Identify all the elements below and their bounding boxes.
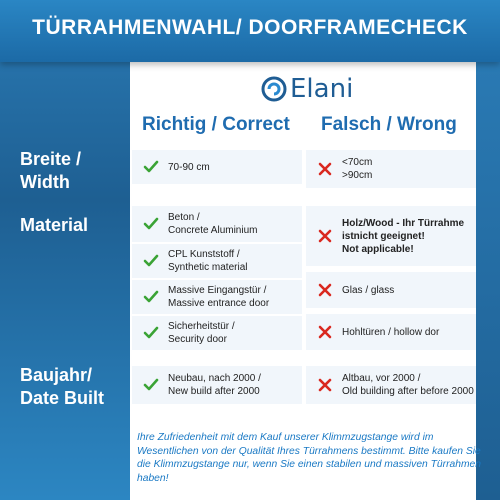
column-header-wrong: Falsch / Wrong: [321, 114, 457, 135]
quality-note: Ihre Zufriedenheit mit dem Kauf unserer Klimmzugstange wird im Wesentlichen von der Qualität Ihres Türrahmens bestimmt. Bitte kaufen Sie die Klimmzugstange nur, wenn Sie einen stabilen und massiven Türrahmen haben!: [137, 432, 481, 484]
check-icon: [140, 378, 162, 392]
material-correct-cell-2: [132, 244, 302, 278]
material-correct-text-1: Beton / Concrete Aluminium: [168, 212, 258, 236]
material-wrong-text-2: Glas / glass: [342, 284, 395, 296]
cross-icon: [314, 229, 336, 243]
date-correct-text: Neubau, nach 2000 / New build after 2000: [168, 373, 261, 397]
material-correct-text-4: Sicherheitstür / Security door: [168, 321, 235, 345]
check-icon: [140, 160, 162, 174]
page-title: TÜRRAHMENWAHL/ DOORFRAMECHECK: [32, 16, 468, 39]
width-wrong-text: <70cm >90cm: [342, 157, 373, 181]
date-wrong-text: Altbau, vor 2000 / Old building after before 2000: [342, 373, 474, 397]
column-header-correct: Richtig / Correct: [142, 114, 290, 135]
material-correct-cell-4: [132, 316, 302, 350]
date-correct-cell: [132, 366, 302, 404]
material-correct-cell-3: [132, 280, 302, 314]
material-wrong-cell-2: [306, 272, 476, 308]
material-correct-text-2: CPL Kunststoff / Synthetic material: [168, 249, 248, 273]
width-correct-text: 70-90 cm: [168, 161, 210, 173]
material-wrong-text-1: Holz/Wood - Ihr Türrahme istnicht geeignet! Not applicable!: [342, 217, 465, 255]
material-wrong-cell-3: [306, 314, 476, 350]
width-correct-cell: [132, 150, 302, 184]
header-banner: [0, 0, 500, 62]
check-icon: [140, 217, 162, 231]
cross-icon: [314, 162, 336, 176]
check-icon: [140, 326, 162, 340]
section-label-material: Material: [20, 215, 89, 235]
width-wrong-cell: [306, 150, 476, 188]
logo-text: Elani: [290, 74, 354, 104]
elani-logo-icon: [260, 75, 288, 103]
material-wrong-cell-1: [306, 206, 476, 266]
cross-icon: [314, 283, 336, 297]
check-icon: [140, 254, 162, 268]
check-icon: [140, 290, 162, 304]
left-background: [0, 0, 130, 500]
material-wrong-text-3: Hohltüren / hollow dor: [342, 326, 440, 338]
date-wrong-cell: [306, 366, 476, 404]
cross-icon: [314, 378, 336, 392]
section-label-width: Breite / Width: [20, 149, 82, 192]
material-correct-text-3: Massive Eingangstür / Massive entrance door: [168, 285, 270, 309]
cross-icon: [314, 325, 336, 339]
section-label-date-built: Baujahr/ Date Built: [20, 365, 105, 408]
material-correct-cell-1: [132, 206, 302, 242]
brand-logo: [260, 74, 353, 104]
